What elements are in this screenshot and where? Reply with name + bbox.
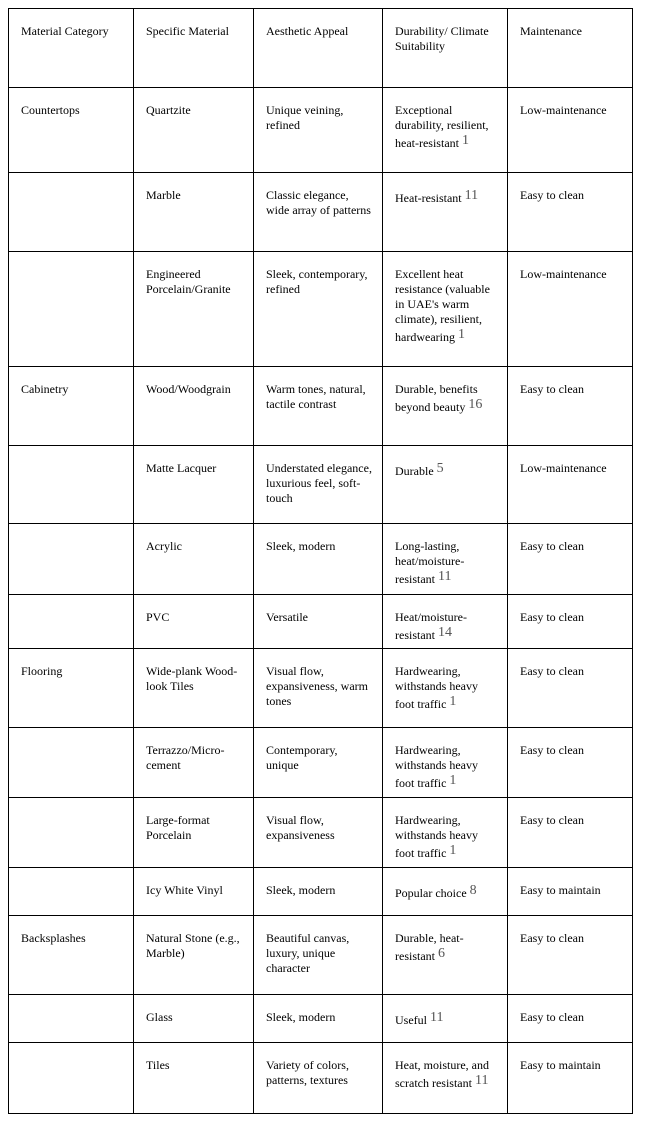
header-material-category: Material Category: [9, 9, 134, 88]
durability-cell: [383, 868, 508, 916]
aesthetic-cell: Sleek, modern: [254, 995, 383, 1043]
durability-cell: [383, 595, 508, 649]
material-cell: Large-format Porcelain: [134, 798, 254, 868]
table-row: [9, 595, 633, 649]
maintenance-cell: Easy to clean: [508, 173, 633, 252]
durability-cell: [383, 995, 508, 1043]
material-cell: Wide-plank Wood-look Tiles: [134, 649, 254, 728]
aesthetic-cell: Versatile: [254, 595, 383, 649]
category-cell: [9, 595, 134, 649]
category-cell: [9, 524, 134, 595]
table-row: [9, 367, 633, 446]
maintenance-cell: Easy to clean: [508, 367, 633, 446]
category-cell: Backsplashes: [9, 916, 134, 995]
aesthetic-cell: Understated elegance, luxurious feel, soft-touch: [254, 446, 383, 524]
material-cell: Natural Stone (e.g., Marble): [134, 916, 254, 995]
aesthetic-cell: Unique veining, refined: [254, 88, 383, 173]
material-cell: Terrazzo/Micro-cement: [134, 728, 254, 798]
table-row: [9, 995, 633, 1043]
durability-text: Useful: [395, 1013, 427, 1027]
durability-text: Durable, heat-resistant: [395, 931, 464, 963]
durability-text: Hardwearing, withstands heavy foot traffic: [395, 664, 478, 711]
aesthetic-cell: Sleek, modern: [254, 524, 383, 595]
durability-text: Heat-resistant: [395, 191, 462, 205]
category-cell: Flooring: [9, 649, 134, 728]
citation-number: 16: [468, 397, 483, 412]
durability-cell: [383, 446, 508, 524]
maintenance-cell: Easy to clean: [508, 649, 633, 728]
durability-text: Durable: [395, 464, 434, 478]
durability-cell: [383, 1043, 508, 1114]
table-row: [9, 524, 633, 595]
maintenance-cell: Easy to clean: [508, 595, 633, 649]
category-cell: [9, 446, 134, 524]
durability-cell: [383, 524, 508, 595]
header-aesthetic-appeal: Aesthetic Appeal: [254, 9, 383, 88]
material-cell: Marble: [134, 173, 254, 252]
durability-text: Popular choice: [395, 886, 467, 900]
material-cell: Wood/Woodgrain: [134, 367, 254, 446]
aesthetic-cell: Beautiful canvas, luxury, unique character: [254, 916, 383, 995]
durability-text: Hardwearing, withstands heavy foot traffic: [395, 813, 478, 860]
table-row: [9, 868, 633, 916]
aesthetic-cell: Classic elegance, wide array of patterns: [254, 173, 383, 252]
citation-number: 1: [449, 694, 457, 709]
table-row: [9, 173, 633, 252]
material-cell: Engineered Porcelain/Granite: [134, 252, 254, 367]
table-row: [9, 649, 633, 728]
aesthetic-cell: Variety of colors, patterns, textures: [254, 1043, 383, 1114]
durability-cell: [383, 173, 508, 252]
material-cell: Acrylic: [134, 524, 254, 595]
durability-text: Hardwearing, withstands heavy foot traffic: [395, 743, 478, 790]
durability-text: Long-lasting, heat/moisture-resistant: [395, 539, 465, 586]
header-specific-material: Specific Material: [134, 9, 254, 88]
durability-cell: [383, 916, 508, 995]
citation-number: 1: [449, 773, 457, 788]
maintenance-cell: Easy to maintain: [508, 868, 633, 916]
materials-table: [8, 8, 633, 1114]
maintenance-cell: Easy to clean: [508, 798, 633, 868]
table-row: [9, 252, 633, 367]
aesthetic-cell: Visual flow, expansiveness: [254, 798, 383, 868]
durability-cell: [383, 367, 508, 446]
maintenance-cell: Low-maintenance: [508, 446, 633, 524]
durability-text: Durable, benefits beyond beauty: [395, 382, 478, 414]
category-cell: [9, 798, 134, 868]
material-cell: Glass: [134, 995, 254, 1043]
citation-number: 1: [449, 843, 457, 858]
maintenance-cell: Easy to maintain: [508, 1043, 633, 1114]
material-cell: Quartzite: [134, 88, 254, 173]
durability-cell: [383, 798, 508, 868]
maintenance-cell: Easy to clean: [508, 728, 633, 798]
durability-cell: [383, 252, 508, 367]
header-durability: Durability/ Climate Suitability: [383, 9, 508, 88]
aesthetic-cell: Sleek, contemporary, refined: [254, 252, 383, 367]
citation-number: 8: [469, 883, 477, 898]
aesthetic-cell: Visual flow, expansiveness, warm tones: [254, 649, 383, 728]
category-cell: Countertops: [9, 88, 134, 173]
durability-cell: [383, 88, 508, 173]
citation-number: 14: [438, 625, 452, 640]
citation-number: 1: [457, 327, 465, 342]
table-row: [9, 88, 633, 173]
aesthetic-cell: Warm tones, natural, tactile contrast: [254, 367, 383, 446]
maintenance-cell: Low-maintenance: [508, 88, 633, 173]
maintenance-cell: Easy to clean: [508, 995, 633, 1043]
citation-number: 6: [438, 946, 445, 961]
material-cell: Matte Lacquer: [134, 446, 254, 524]
category-cell: [9, 995, 134, 1043]
table-row: [9, 798, 633, 868]
citation-number: 11: [474, 1073, 489, 1088]
maintenance-cell: Low-maintenance: [508, 252, 633, 367]
citation-number: 11: [438, 569, 452, 584]
durability-text: Exceptional durability, resilient, heat-resistant: [395, 103, 489, 150]
citation-number: 11: [464, 188, 479, 203]
citation-number: 5: [436, 461, 444, 476]
aesthetic-cell: Contemporary, unique: [254, 728, 383, 798]
material-cell: PVC: [134, 595, 254, 649]
citation-number: 1: [461, 133, 469, 148]
table-header-row: [9, 9, 633, 88]
table-row: [9, 728, 633, 798]
aesthetic-cell: Sleek, modern: [254, 868, 383, 916]
category-cell: [9, 1043, 134, 1114]
durability-text: Heat, moisture, and scratch resistant: [395, 1058, 489, 1090]
material-cell: Tiles: [134, 1043, 254, 1114]
table-row: [9, 1043, 633, 1114]
durability-text: Excellent heat resistance (valuable in UAE's warm climate), resilient, hardwearing: [395, 267, 490, 344]
category-cell: [9, 868, 134, 916]
maintenance-cell: Easy to clean: [508, 916, 633, 995]
category-cell: [9, 173, 134, 252]
material-cell: Icy White Vinyl: [134, 868, 254, 916]
maintenance-cell: Easy to clean: [508, 524, 633, 595]
category-cell: [9, 252, 134, 367]
table-row: [9, 446, 633, 524]
durability-cell: [383, 649, 508, 728]
header-maintenance: Maintenance: [508, 9, 633, 88]
category-cell: Cabinetry: [9, 367, 134, 446]
table-row: [9, 916, 633, 995]
durability-text: Heat/moisture-resistant: [395, 610, 467, 642]
durability-cell: [383, 728, 508, 798]
category-cell: [9, 728, 134, 798]
citation-number: 11: [430, 1010, 444, 1025]
